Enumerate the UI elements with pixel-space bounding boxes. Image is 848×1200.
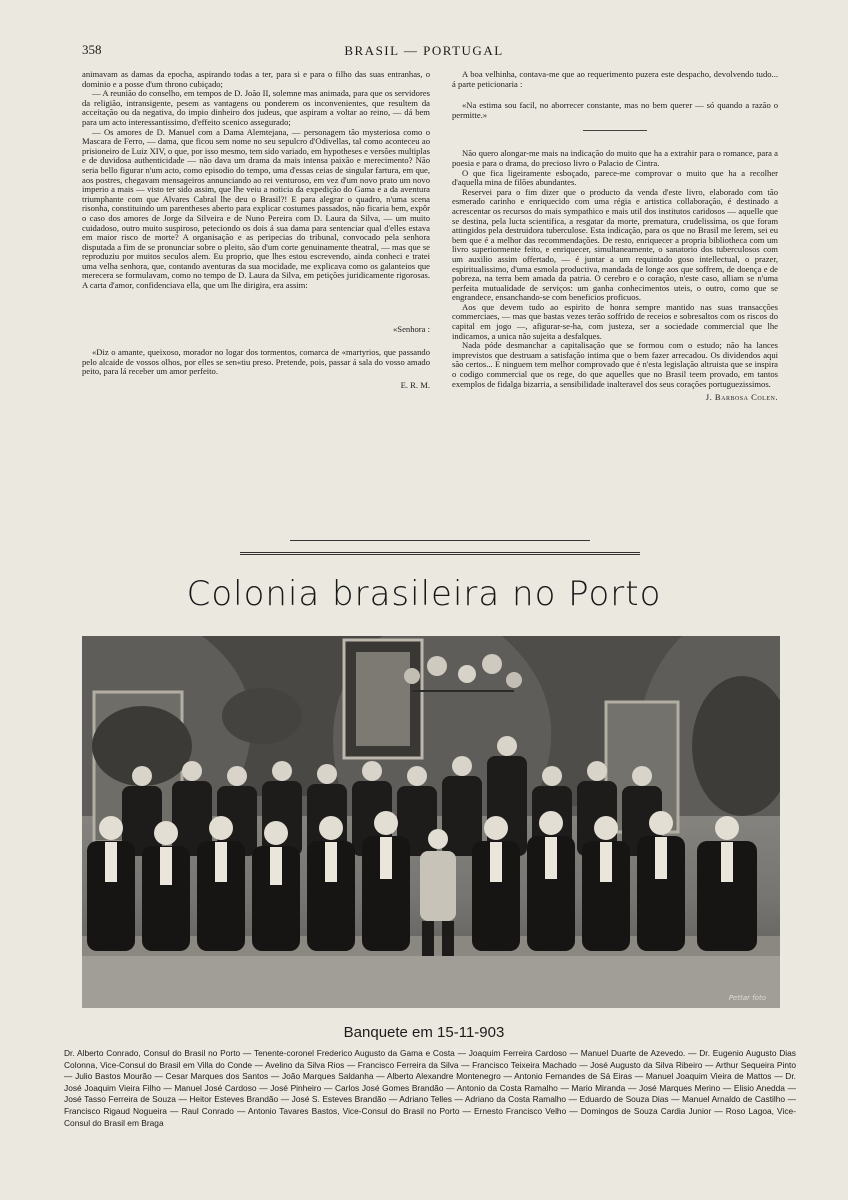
right-signature: J. Barbosa Colen. [705, 392, 778, 403]
divider-rule [290, 540, 590, 541]
left-paragraph-2: — A reunião do conselho, em tempos de D. João II, solemne mas animada, para que os servidores da religião, intransigente, pesem as vantagens ou ponderem os inconvenientes, que resultem da acceitação ou da negativa, do impio dinheiro dos judeus, que aspiram a voltar ao reino, — dá bem para um acto interessantissimo, d'effeito scenico assegurado; [82, 88, 430, 127]
left-column [82, 70, 430, 391]
right-paragraph-5: Nada póde desmanchar a capitalisação que se formou com o estudo; não ha lances imprevistos que destruam a satisfação intima que o bem fazer arrecadou. Os dividendos aqui são certos... E ninguem tem melhor comprovado que é n'esta legislação altruista que se inspira o codigo commercial que os rege, do que aquelles que no Brasil teem provado, em tantos exemplos de fidalga bizarria, a sensibilidade inalteravel dos seus corações portuguezissimos. [452, 340, 778, 389]
page-number: 358 [82, 42, 102, 57]
letter-quote: «Diz o amante, queixoso, morador no logar dos tormentos, comarca de «martyrios, que passando pelo alcaide de vossos olhos, por elles se sen«tiu preso. Pretende, pois, passar á sala do vosso amado peito, para lá receber um amor perfeito. [82, 347, 430, 377]
photo-caption-names: Dr. Alberto Conrado, Consul do Brasil no Porto — Tenente-coronel Frederico Augusto da Gama e Costa — Joaquim Ferreira Cardoso — Manuel Duarte de Azevedo. — Dr. Eugenio Augusto Dias Colonna, Vice-Consul do Brasil em Villa do Conde — Avelino da Silva Rios — Francisco Ferreira da Silva — Francisco Teixeira Machado — José Augusto da Silva Ribeiro — Arthur Sequeira Pinto — Julio Bastos Mourão — Cesar Marques dos Santos — João Marques Saldanha — Alberto Alexandre Montenegro — Antonio Fernandes de Sá Eiras — Manuel Joaquim Vieira de Mattos — Dr. José Joaquim Vieira Filho — Manuel José Cardoso — José Pinheiro — Carlos José Gomes Brandão — Antonio da Costa Ramalho — Mario Miranda — José Marques Merino — Elisio Anedda — José Tasso Ferreira de Souza — Heitor Esteves Brandão — José S. Esteves Brandão — Adriano Telles — Adriano da Costa Ramalho — Eduardo de Souza Dias — Manuel Arnaldo de Castilho — Francisco Rigaud Nogueira — Raul Conrado — Antonio Tavares Bastos, Vice-Consul do Brasil no Porto — Ernesto Francisco Velho — Domingos de Souza Cardia Junior — Roso Lagoa, Vice-Consul do Brasil em Braga [64, 1048, 796, 1128]
photo-caption-title: Banquete em 15-11-903 [343, 1024, 505, 1041]
right-column [452, 70, 778, 403]
spacer [82, 334, 430, 348]
photo-scene [82, 636, 780, 1008]
letter-salutation: «Senhora : [393, 323, 430, 334]
right-paragraph-top-1: A boa velhinha, contava-me que ao requerimento puzera este despacho, devolvendo tudo... á parte peticionaria : [452, 69, 778, 89]
section-headline: Colonia brasileira no Porto [186, 574, 662, 614]
left-paragraph-1: animavam as damas da epocha, aspirando todas a ter, para si e para o filho das suas entranhas, o dominio e a posse d'um throno cubiçado; [82, 69, 430, 89]
banquet-photograph [82, 636, 780, 1008]
right-paragraph-4: Aos que devem tudo ao espirito de honra sempre mantido nas suas transacções commerciaes, — mas que bastas vezes terão soffrido de receios e sobresaltos com os riscos do capital em jogo —, afigurar-se-ha, com justeza, ser a sociedade commercial que lhe indicamos, a unica não sujeita a desfalques. [452, 301, 778, 341]
double-divider-rule [240, 552, 640, 555]
photo-credit: Pettar foto [728, 994, 766, 1002]
section-divider [583, 130, 647, 131]
right-paragraph-top-2: «Na estima sou facil, no aborrecer constante, mas no bem querer — só quando a razão o permitte.» [452, 100, 778, 120]
left-signature: E. R. M. [400, 380, 430, 391]
right-paragraph-1: Não quero alongar-me mais na indicação do muito que ha a extrahir para o romance, para a poesia e para o drama, do precioso livro o Palacio de Cintra. [452, 148, 778, 168]
left-paragraph-3: — Os amores de D. Manuel com a Dama Alemtejana, — personagem tão mysteriosa como o Mascara de Ferro, — dama, que ficou sem nome no seu sepulcro d'Odivellas, tal como aconteceu ao prisioneiro de Luiz XIV, o que, por isso mesmo, tem sido variado, em hypotheses e versões multiplas e de duvidosa authenticidade — não dava um drama da mais intensa paixão e merecimento? Não seria bello figurar n'um acto, como episodio do tempo, uma d'essas ceias de singular fartura, em que, aos postres, chegavam mensageiros annunciando ao rei venturoso, em vez d'um novo prato um novo imperio a mais — visto ter sido assim, que lhe veiu a noticia da expedição do Gama e a da aventura triumphante com que Alvares Cabral lhe deu o Brasil?! E para alegrar o quadro, n'uma scena risonha, constituindo um parentheses aberto para explicar costumes passados, não ficaria bem, expôr o caso dos amores de Jorge da Silveira e de Nuno Pereira com D. Laura da Silva, — um muito cuidadoso, outro muito suspiroso, peteciondo os dois á sua dama para sentenciar qual d'elles estava em maior risco de morte? A organisação e as peripecias do tribunal, convocado pela senhora disputada a fim de se pronunciar sobre o pleito, são d'um corte genuinamente theatral, — mas que se reproduziu por muitos seculos alem. Eu proprio, que lhes estou escrevendo, ainda conheci e tratei uma velha senhora, que, contando aventuras da sua mocidade, me explicava como os galanteios que merecera se formulavam, como no tempo de D. Laura da Silva, em petições juridicamente rigorosas. A carta d'amor, confidenciava ella, que um lhe dirigira, era assim: [82, 126, 430, 291]
running-head: BRASIL — PORTUGAL [344, 43, 504, 58]
right-paragraph-2: O que fica ligeiramente esboçado, parece-me comprovar o muito que ha a recolher d'aquella mina de filões abundantes. [452, 167, 778, 188]
right-paragraph-3: Reservei para o fim dizer que o producto da venda d'este livro, elaborado com tão esmerado carinho e enriquecido com uma régia e artistica collaboração, é destinado a acrescentar os recursos do mais sympathico e mais util dos institutos caridosos — aquelle que se destina, pela lucta scientifica, a resgatar da morte, prematura, crudelissima, os que foram attingidos pela destruidora tuberculose. Esta indicação, para os que no Brasil me lerem, sei eu bem que é a melhor das recommendações. De resto, enriquecer a propria bibliotheca com um livro superiormente feito, e enriquecer, simultaneamente, o sanatorio dos tuberculosos com um auxilio assim offertado, — é juntar a um requintado goso intellectual, o prazer, espiritualissimo, d'uma esmola productiva, mandada de longe aos que soffrem, de doença e de pobreza, na terra bem amada da patria. O cerebro e o coração, n'este caso, alliam se n'uma perfeita mutualidade de serviços: um ganha conhecimentos uteis, o outro, como que se engrandece, ensanchando-se com beneficios proficuos. [452, 186, 778, 303]
